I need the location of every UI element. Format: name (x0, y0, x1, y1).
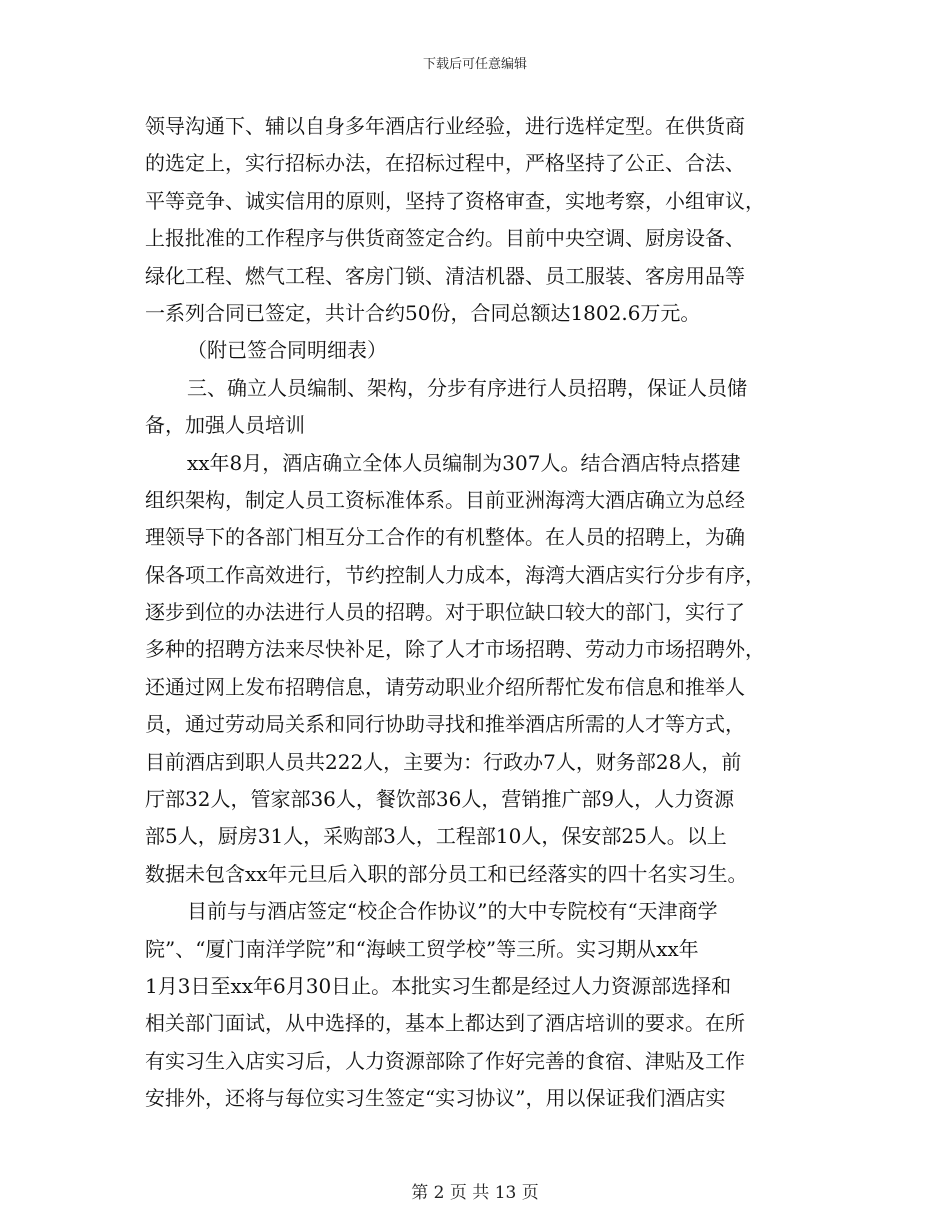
text-line: 院”、“厦门南洋学院”和“海峡工贸学校”等三所。实习期从xx年 (145, 936, 699, 961)
text-line: 理领导下的各部门相互分工合作的有机整体。在人员的招聘上，为确 (145, 525, 745, 550)
page-number: 第 2 页 共 13 页 (411, 1183, 539, 1203)
text-line: 相关部门面试，从中选择的，基本上都达到了酒店培训的要求。在所 (145, 1011, 745, 1036)
text-line: 有实习生入店实习后，人力资源部除了作好完善的食宿、津贴及工作 (145, 1048, 745, 1073)
text-line: xx年8月，酒店确立全体人员编制为307人。结合酒店特点搭建 (187, 450, 741, 475)
text-line: 领导沟通下、辅以自身多年酒店行业经验，进行选样定型。在供货商 (145, 114, 745, 138)
text-line: 1月3日至xx年6月30日止。本批实习生都是经过人力资源部选择和 (145, 973, 732, 998)
text-line: 上报批准的工作程序与供货商签定合约。目前中央空调、厨房设备、 (145, 226, 745, 251)
text-line: 部5人，厨房31人，采购部3人，工程部10人，保安部25人。以上 (145, 824, 727, 849)
text-line: 目前酒店到职人员共222人，主要为：行政办7人，财务部28人，前 (145, 749, 742, 774)
text-line: 数据未包含xx年元旦后入职的部分员工和已经落实的四十名实习生。 (145, 861, 748, 886)
text-line: 逐步到位的办法进行人员的招聘。对于职位缺口较大的部门，实行了 (145, 600, 745, 625)
page-header: 下载后可任意编辑 (422, 57, 527, 72)
text-line: 组织架构，制定人员工资标准体系。目前亚洲海湾大酒店确立为总经 (145, 487, 745, 512)
text-line: 员，通过劳动局关系和同行协助寻找和推举酒店所需的人才等方式， (145, 712, 745, 737)
text-line: 还通过网上发布招聘信息，请劳动职业介绍所帮忙发布信息和推举人 (145, 674, 745, 699)
text-line: 多种的招聘方法来尽快补足，除了人才市场招聘、劳动力市场招聘外， (145, 637, 765, 662)
text-line: 目前与与酒店签定“校企合作协议”的大中专院校有“天津商学 (187, 899, 718, 924)
text-line: 平等竞争、诚实信用的原则，坚持了资格审查，实地考察，小组审议， (145, 188, 765, 213)
text-line: 安排外，还将与每位实习生签定“实习协议”，用以保证我们酒店实 (145, 1086, 726, 1111)
text-line: 备，加强人员培训 (145, 413, 305, 438)
text-line: 的选定上，实行招标办法，在招标过程中，严格坚持了公正、合法、 (145, 151, 745, 176)
text-line: 绿化工程、燃气工程、客房门锁、清洁机器、员工服装、客房用品等 (145, 263, 745, 288)
text-line: 一系列合同已签定，共计合约50份，合同总额达1802.6万元。 (145, 300, 701, 325)
document-body (145, 108, 805, 1118)
text-line: （附已签合同明细表） (187, 338, 387, 363)
text-line: 三、确立人员编制、架构，分步有序进行人员招聘，保证人员储 (187, 375, 747, 400)
text-line: 保各项工作高效进行，节约控制人力成本，海湾大酒店实行分步有序， (145, 562, 765, 587)
text-line: 厅部32人，管家部36人，餐饮部36人，营销推广部9人，人力资源 (145, 787, 735, 812)
